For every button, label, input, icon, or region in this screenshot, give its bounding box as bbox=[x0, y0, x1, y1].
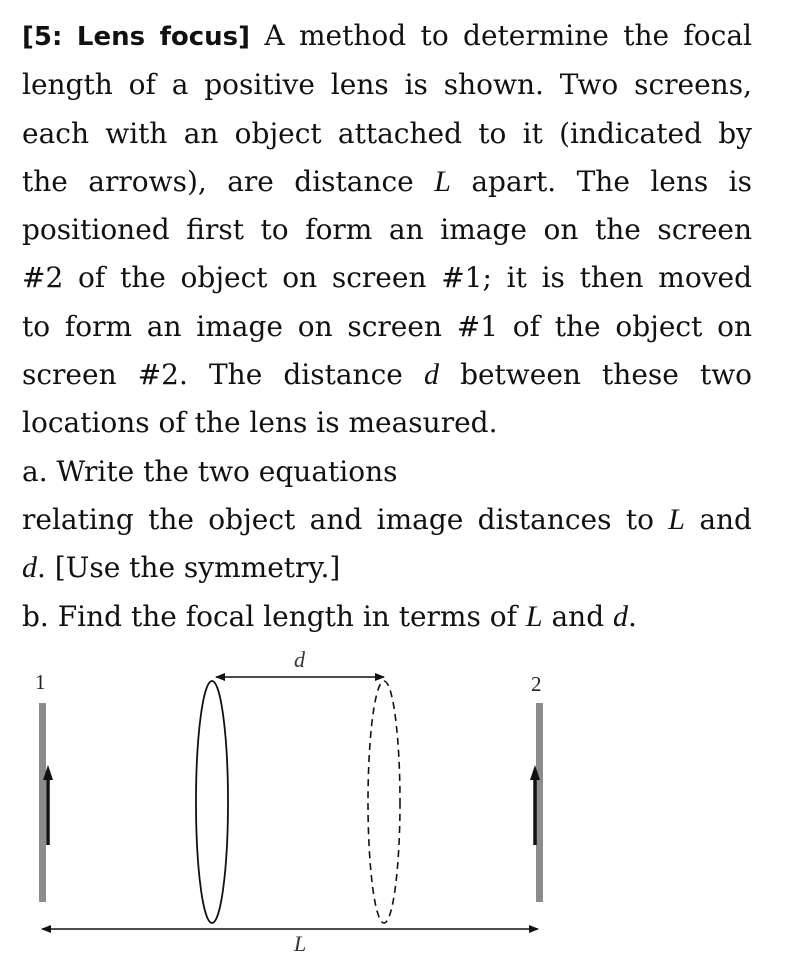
variable-L: L bbox=[434, 164, 451, 198]
screen-1 bbox=[39, 703, 46, 902]
distance-d-label: d bbox=[294, 647, 305, 672]
screen-1-label: 1 bbox=[35, 670, 46, 694]
intro-text-9: locations of the lens is measured. bbox=[22, 406, 498, 440]
intro-text-1: A method to determine the focal bbox=[264, 19, 752, 52]
line-9 bbox=[22, 399, 752, 447]
part-b-line bbox=[22, 593, 752, 641]
intro-text-5: positioned first to form an image on the screen bbox=[22, 213, 752, 247]
lens-position-1 bbox=[196, 681, 228, 923]
part-a-text-2b: and bbox=[699, 502, 752, 536]
variable-d: d bbox=[423, 358, 439, 392]
part-a-text-3: . [Use the symmetry.] bbox=[37, 551, 341, 585]
intro-text-8a: screen #2. The distance bbox=[22, 358, 403, 392]
problem-text bbox=[22, 12, 752, 641]
line-4 bbox=[22, 158, 752, 206]
line-7 bbox=[22, 303, 752, 351]
distance-L-label: L bbox=[294, 931, 307, 956]
line-5 bbox=[22, 206, 752, 254]
line-1 bbox=[22, 12, 752, 61]
intro-text-4b: apart. The lens is bbox=[471, 164, 752, 198]
problem-heading: [5: Lens focus] bbox=[22, 22, 251, 52]
part-a-line-1 bbox=[22, 448, 752, 496]
lens-diagram bbox=[0, 640, 794, 972]
intro-text-2: length of a positive lens is shown. Two screens, bbox=[22, 68, 752, 102]
part-b-text-end: . bbox=[628, 599, 637, 633]
lens-position-2 bbox=[368, 681, 400, 923]
variable-L: L bbox=[525, 599, 543, 633]
intro-text-8b: between these two bbox=[460, 358, 753, 392]
line-8 bbox=[22, 351, 752, 399]
variable-L: L bbox=[668, 502, 685, 536]
part-a-text-2a: relating the object and image distances to bbox=[22, 502, 654, 536]
screen-2-label: 2 bbox=[531, 672, 542, 696]
line-2 bbox=[22, 61, 752, 109]
part-a-text-1: a. Write the two equations bbox=[22, 454, 398, 488]
variable-d: d bbox=[613, 599, 629, 633]
intro-text-3: each with an object attached to it (indicated by bbox=[22, 116, 752, 150]
variable-d: d bbox=[22, 551, 37, 585]
part-b-text-b: and bbox=[551, 599, 605, 633]
intro-text-4a: the arrows), are distance bbox=[22, 164, 414, 198]
line-3 bbox=[22, 110, 752, 158]
part-b-text-a: b. Find the focal length in terms of bbox=[22, 599, 517, 633]
intro-text-6: #2 of the object on screen #1; it is then moved bbox=[22, 261, 752, 295]
part-a-line-2 bbox=[22, 496, 752, 544]
screen-2 bbox=[536, 703, 543, 902]
line-6 bbox=[22, 254, 752, 302]
part-a-line-3 bbox=[22, 544, 752, 592]
intro-text-7: to form an image on screen #1 of the object on bbox=[22, 309, 752, 343]
